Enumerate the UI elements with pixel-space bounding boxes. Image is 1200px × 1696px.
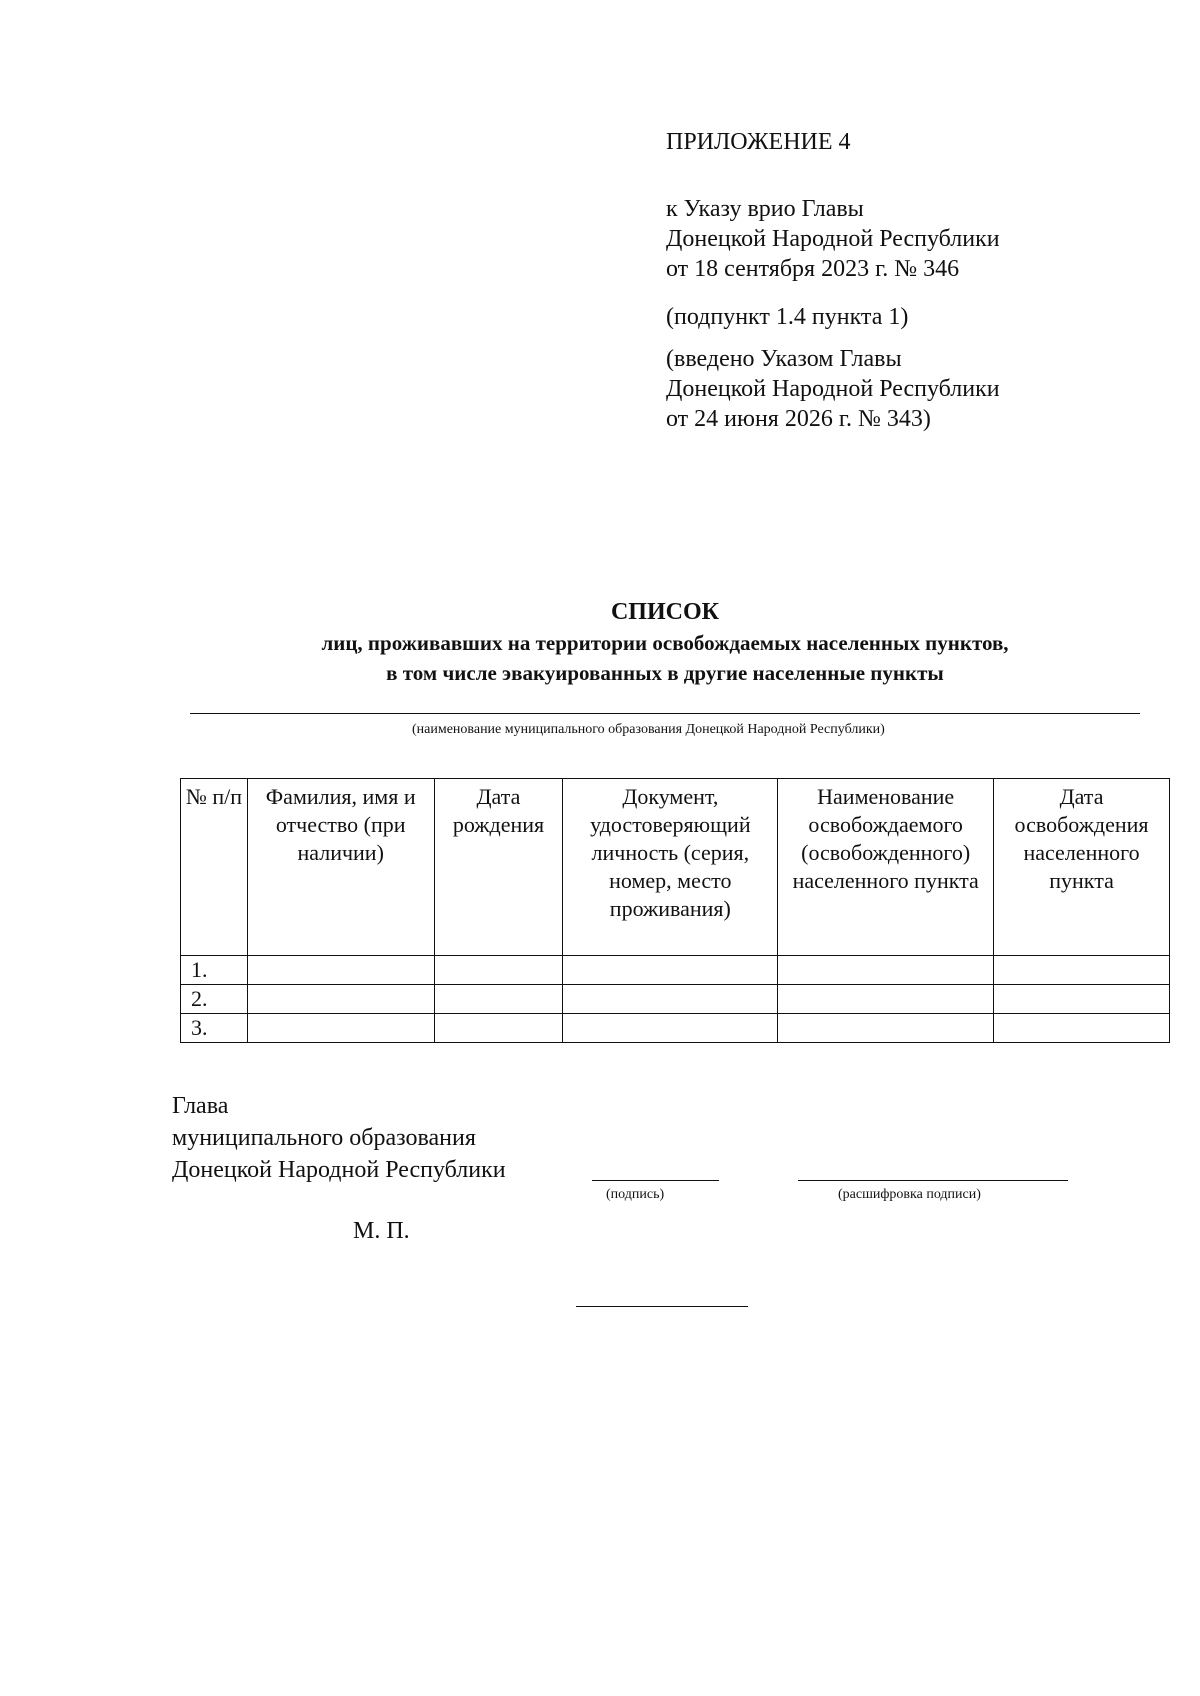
document-title: СПИСОК	[610, 599, 720, 625]
cell-liberation-date	[994, 985, 1170, 1014]
introduced-line: от 24 июня 2026 г. № 343)	[666, 406, 931, 432]
table-row	[181, 1014, 1170, 1043]
header-number: № п/п	[181, 779, 248, 956]
row-number: 2.	[181, 985, 248, 1014]
stamp-place: М. П.	[353, 1218, 410, 1244]
subpoint-reference: (подпункт 1.4 пункта 1)	[666, 304, 909, 330]
signature-caption: (подпись)	[606, 1187, 665, 1202]
table-row	[181, 985, 1170, 1014]
signatory-label	[172, 1090, 506, 1186]
cell-full-name	[247, 1014, 434, 1043]
header-locality-name: Наименование освобождаемого (освобожденного) населенного пункта	[778, 779, 994, 956]
header-liberation-date: Дата освобождения населенного пункта	[994, 779, 1170, 956]
cell-id-document	[563, 956, 778, 985]
table-header-row	[181, 779, 1170, 956]
cell-liberation-date	[994, 956, 1170, 985]
persons-table	[180, 778, 1170, 1043]
header-birth-date: Дата рождения	[434, 779, 563, 956]
signatory-line: Донецкой Народной Республики	[172, 1157, 506, 1183]
subtitle-line: лиц, проживавших на территории освобождаемых населенных пунктов,	[321, 631, 1009, 655]
cell-id-document	[563, 1014, 778, 1043]
header-full-name: Фамилия, имя и отчество (при наличии)	[247, 779, 434, 956]
document-subtitle	[0, 628, 1200, 688]
cell-birth-date	[434, 985, 563, 1014]
decree-line: от 18 сентября 2023 г. № 346	[666, 256, 960, 282]
signatory-line: муниципального образования	[172, 1125, 476, 1151]
decree-line: к Указу врио Главы	[666, 196, 864, 222]
subtitle-line: в том числе эвакуированных в другие населенные пункты	[386, 661, 944, 685]
signature-line	[592, 1180, 719, 1181]
cell-full-name	[247, 985, 434, 1014]
closing-rule	[576, 1306, 748, 1307]
municipality-name-line	[190, 713, 1140, 714]
introduced-line: Донецкой Народной Республики	[666, 376, 1000, 402]
cell-locality-name	[778, 1014, 994, 1043]
cell-liberation-date	[994, 1014, 1170, 1043]
cell-birth-date	[434, 956, 563, 985]
signature-decoding-caption: (расшифровка подписи)	[838, 1187, 981, 1202]
cell-id-document	[563, 985, 778, 1014]
cell-locality-name	[778, 956, 994, 985]
signature-decoding-line	[798, 1180, 1068, 1181]
introduced-line: (введено Указом Главы	[666, 346, 902, 372]
row-number: 3.	[181, 1014, 248, 1043]
decree-reference	[666, 194, 1000, 284]
cell-locality-name	[778, 985, 994, 1014]
table-row	[181, 956, 1170, 985]
row-number: 1.	[181, 956, 248, 985]
cell-birth-date	[434, 1014, 563, 1043]
header-id-document: Документ, удостоверяющий личность (серия, номер, место проживания)	[563, 779, 778, 956]
municipality-caption: (наименование муниципального образования Донецкой Народной Республики)	[412, 722, 885, 737]
decree-line: Донецкой Народной Республики	[666, 226, 1000, 252]
appendix-title: ПРИЛОЖЕНИЕ 4	[666, 129, 851, 155]
introduced-reference	[666, 344, 1000, 434]
signatory-line: Глава	[172, 1093, 229, 1119]
cell-full-name	[247, 956, 434, 985]
